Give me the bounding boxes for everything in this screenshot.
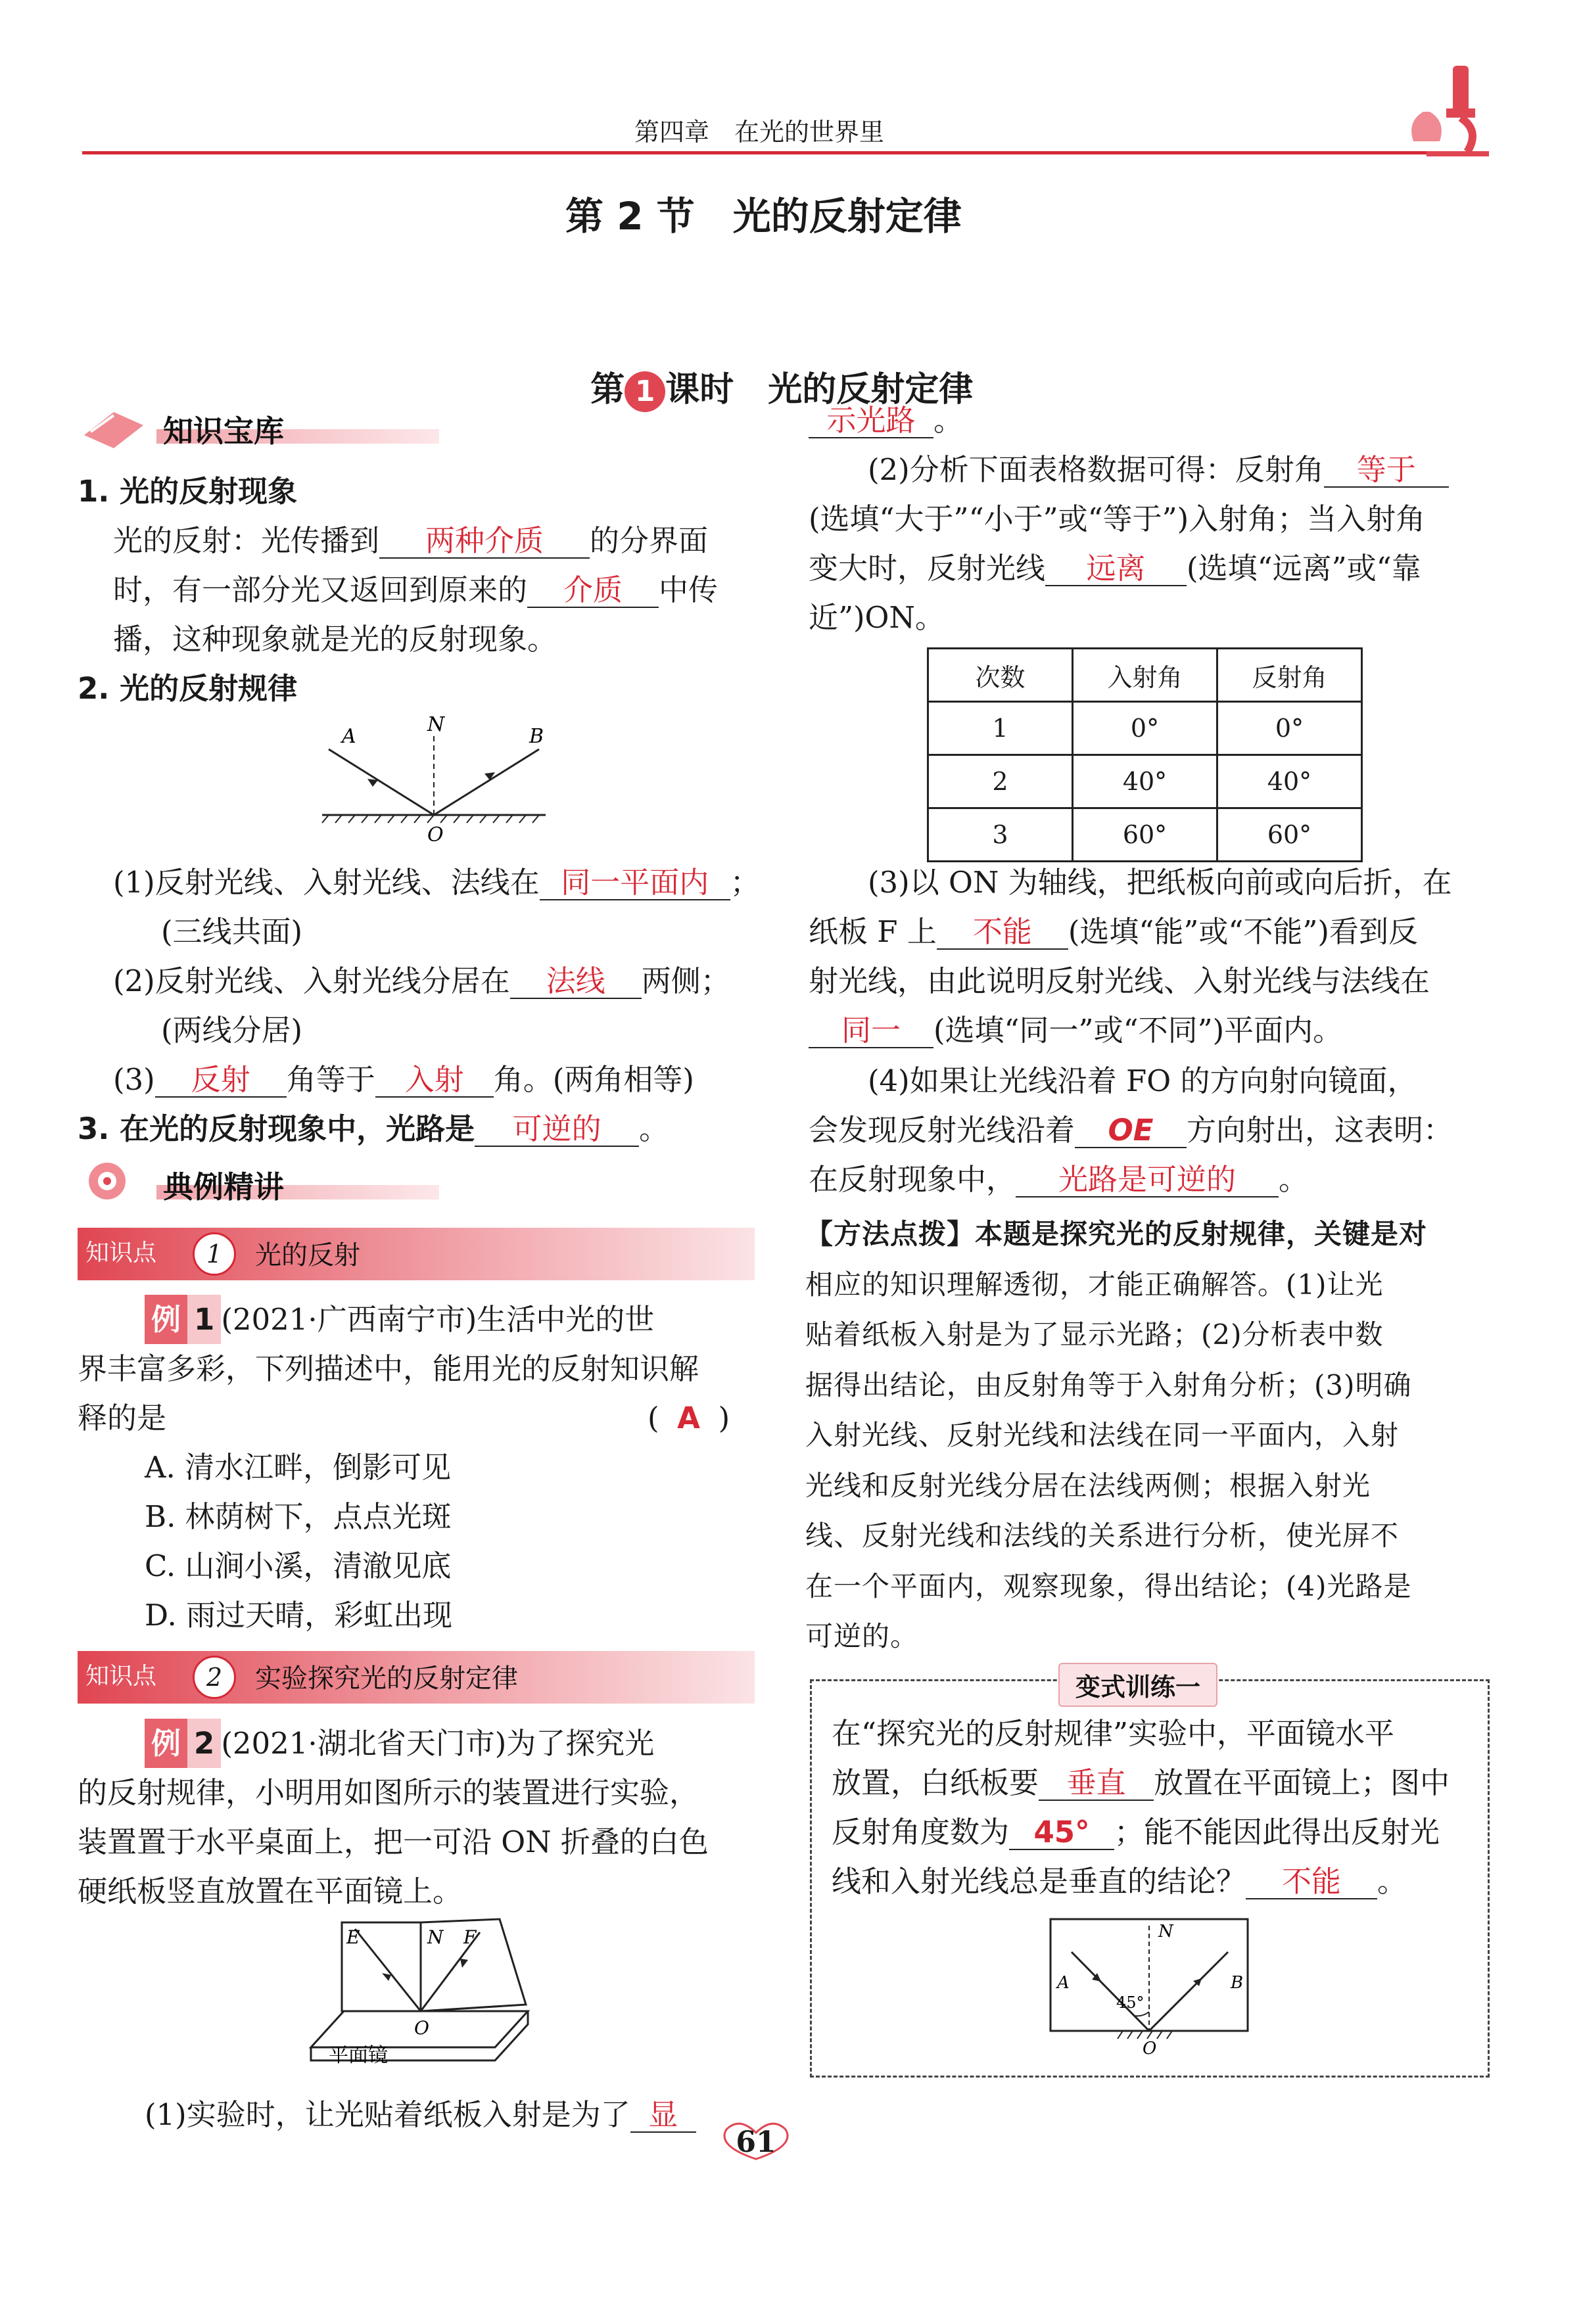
text: 在反射现象中，	[809, 1162, 1016, 1197]
heading-1: 1. 光的反射现象	[78, 474, 298, 509]
knowledge-point-2	[78, 1651, 755, 1704]
text: 纸板 F 上	[809, 914, 937, 949]
question-3-line4	[809, 1006, 1342, 1055]
answer-blank: 两种介质	[379, 524, 590, 559]
method-line: 据得出结论，由反射角等于入射角分析；(3)明确	[805, 1368, 1412, 1401]
bracket: )	[718, 1401, 730, 1435]
text: 。	[933, 403, 964, 438]
table-row	[928, 755, 1362, 808]
label-F: F	[463, 1926, 477, 1948]
variant-line1: 在“探究光的反射规律”实验中，平面镜水平	[832, 1716, 1395, 1751]
answer-blank: 远离	[1045, 552, 1187, 586]
method-line: 在一个平面内，观察现象，得出结论；(4)光路是	[805, 1569, 1412, 1602]
example-2-line3: 装置置于水平桌面上，把一可沿 ON 折叠的白色	[78, 1824, 709, 1859]
table-header: 入射角	[1073, 649, 1217, 702]
text: 会发现反射光线沿着	[809, 1113, 1075, 1148]
question-3-line2	[809, 907, 1418, 956]
method-line: 相应的知识理解透彻，才能正确解答。(1)让光	[805, 1268, 1384, 1301]
label-N: N	[427, 1926, 444, 1948]
kp-title: 光的反射	[255, 1240, 360, 1270]
option-a: A. 清水江畔，倒影可见	[145, 1450, 452, 1485]
text: (2021·广西南宁市)生活中光的世	[221, 1302, 655, 1337]
text: 角等于	[286, 1062, 375, 1097]
example-2-line4: 硬纸板竖直放置在平面镜上。	[78, 1874, 463, 1909]
table-cell: 1	[928, 702, 1073, 755]
table-cell: 0°	[1217, 702, 1362, 755]
example-1-line2: 界丰富多彩，下列描述中，能用光的反射知识解	[78, 1351, 699, 1386]
method-line: 可逆的。	[805, 1620, 919, 1652]
text: 中传	[659, 572, 719, 607]
text: 3. 在光的反射现象中，光路是	[78, 1111, 475, 1146]
table-cell: 0°	[1073, 702, 1217, 755]
label-O: O	[414, 2017, 429, 2039]
table-row	[928, 702, 1362, 755]
text: (3)	[113, 1062, 155, 1097]
text: ；	[730, 865, 760, 900]
answer-blank: 反射	[155, 1063, 287, 1098]
text: 。	[1279, 1162, 1309, 1197]
kp-number: 2	[193, 1656, 236, 1699]
answer-blank: 光路是可逆的	[1016, 1163, 1279, 1197]
rule-1	[113, 858, 760, 907]
text: (1)实验时，让光贴着纸板入射是为了	[145, 2097, 630, 2132]
text: (1)反射光线、入射光线、法线在	[113, 865, 540, 900]
label-B: B	[529, 725, 544, 748]
table-cell: 40°	[1073, 755, 1217, 808]
answer-blank: 介质	[527, 574, 659, 608]
answer-blank: 同一平面内	[540, 866, 730, 900]
text: (2)反射光线、入射光线分居在	[113, 964, 510, 998]
answer-blank: OE	[1075, 1114, 1187, 1148]
knowledge-point-1	[78, 1228, 755, 1280]
method-line: 【方法点拨】本题是探究光的反射规律，关键是对	[805, 1218, 1428, 1250]
section-title: 第 2 节 光的反射定律	[565, 194, 962, 239]
rule-1-note: (三线共面)	[161, 914, 303, 949]
lesson-number: 1	[625, 371, 665, 412]
rule-2-note: (两线分居)	[161, 1013, 303, 1048]
kp-label: 知识点	[85, 1240, 157, 1267]
method-line: 光线和反射光线分居在法线两侧；根据入射光	[805, 1469, 1371, 1502]
text: ；能不能因此得出反射光	[1114, 1815, 1440, 1849]
table-header: 次数	[928, 649, 1073, 702]
method-line: 入射光线、反射光线和法线在同一平面内，入射	[805, 1419, 1400, 1451]
answer-blank: 法线	[510, 965, 642, 999]
label-B: B	[1231, 1973, 1244, 1993]
mirror-label: 平面镜	[329, 2044, 388, 2067]
chapter-header: 第四章 在光的世界里	[634, 118, 885, 147]
text: 放置，白纸板要	[832, 1765, 1039, 1800]
question-1-line2	[809, 396, 963, 445]
table-cell: 3	[928, 808, 1073, 862]
examples-badge-label: 典例精讲	[163, 1169, 284, 1205]
question-3-line3: 射光线，由此说明反射光线、入射光线与法线在	[809, 964, 1430, 998]
text: 反射角度数为	[832, 1815, 1010, 1849]
text: (选填“同一”或“不同”)平面内。	[933, 1013, 1343, 1048]
page-number	[713, 2120, 799, 2166]
text: (2021·湖北省天门市)为了探究光	[221, 1726, 655, 1761]
text: 光的反射：光传播到	[113, 523, 380, 558]
knowledge-p1-line3: 播，这种现象就是光的反射现象。	[113, 622, 557, 657]
kp-label: 知识点	[85, 1663, 157, 1690]
table-row	[928, 808, 1362, 862]
label-A: A	[1057, 1973, 1070, 1993]
question-4-line1: (4)如果让光线沿着 FO 的方向射向镜面，	[868, 1063, 1417, 1098]
text: (选填“能”或“不能”)看到反	[1068, 914, 1418, 949]
page-number-text: 61	[736, 2126, 776, 2159]
example-label: 例	[145, 1295, 187, 1344]
answer-blank: 示光路	[809, 404, 933, 438]
bracket: (	[648, 1401, 659, 1435]
variant-line3	[832, 1807, 1440, 1857]
example-2-line1	[145, 1719, 654, 1768]
variant-line4	[832, 1857, 1407, 1906]
question-1-line1	[145, 2090, 696, 2139]
example-number: 1	[187, 1295, 221, 1344]
option-c: C. 山涧小溪，清澈见底	[145, 1548, 452, 1583]
header-divider	[82, 151, 1489, 154]
answer-blank: 不能	[1246, 1865, 1377, 1899]
text: 。	[1377, 1864, 1407, 1899]
microscope-icon	[1400, 62, 1492, 158]
example-label: 例	[145, 1719, 187, 1768]
reflection-diagram	[316, 716, 552, 848]
heading-3	[78, 1104, 669, 1153]
data-table	[927, 647, 1363, 862]
variant-diagram	[1045, 1916, 1256, 2060]
question-4-line3	[809, 1155, 1308, 1204]
variant-line2	[832, 1758, 1450, 1807]
question-3-line1: (3)以 ON 为轴线，把纸板向前或向后折，在	[868, 865, 1452, 900]
variant-training-title: 变式训练一	[1058, 1663, 1217, 1707]
angle-label: 45°	[1116, 1993, 1144, 2012]
label-N: N	[1158, 1922, 1173, 1941]
option-d: D. 雨过天晴，彩虹出现	[145, 1598, 453, 1633]
text: (选填“远离”或“靠	[1187, 551, 1421, 586]
answer-blank: 显	[630, 2099, 696, 2133]
apparatus-diagram	[306, 1916, 536, 2080]
heading-2: 2. 光的反射规律	[78, 671, 298, 706]
answer-blank: 45°	[1009, 1816, 1114, 1850]
answer-blank: 不能	[937, 916, 1068, 950]
answer-blank: 入射	[375, 1063, 494, 1098]
table-header-row	[928, 649, 1362, 702]
table-header: 反射角	[1217, 649, 1362, 702]
method-line: 贴着纸板入射是为了显示光路；(2)分析表中数	[805, 1318, 1384, 1351]
answer-blank: 垂直	[1039, 1767, 1154, 1801]
example-1-line3: 释的是	[78, 1401, 167, 1435]
example-number: 2	[187, 1719, 221, 1768]
text: 时，有一部分光又返回到原来的	[113, 572, 528, 607]
knowledge-p1-line2	[113, 565, 718, 615]
label-O: O	[427, 824, 444, 847]
text: (2)分析下面表格数据可得：反射角	[868, 452, 1324, 487]
kp-number: 1	[193, 1232, 236, 1276]
text: 变大时，反射光线	[809, 551, 1046, 586]
answer-blank: 同一	[809, 1014, 933, 1048]
rule-2	[113, 956, 730, 1006]
answer-blank: 等于	[1324, 453, 1449, 488]
lesson-title-prefix: 第	[590, 370, 625, 409]
text: 方向射出，这表明：	[1187, 1113, 1453, 1148]
answer-blank: 可逆的	[475, 1113, 639, 1147]
example-1-answer	[648, 1393, 730, 1443]
text: 。	[639, 1111, 669, 1146]
table-cell: 2	[928, 755, 1073, 808]
text: 角。(两角相等)	[493, 1062, 694, 1097]
kp-title: 实验探究光的反射定律	[255, 1663, 518, 1694]
label-A: A	[342, 725, 356, 748]
knowledge-p1-line1	[113, 516, 708, 565]
book-icon	[78, 399, 150, 452]
text: 放置在平面镜上；图中	[1154, 1765, 1450, 1800]
knowledge-badge-label: 知识宝库	[163, 413, 284, 449]
rule-3	[113, 1055, 694, 1104]
method-tips	[805, 1209, 1427, 1662]
method-line: 线、反射光线和法线的关系进行分析，使光屏不	[805, 1520, 1400, 1552]
label-O: O	[1143, 2039, 1157, 2058]
option-b: B. 林荫树下，点点光斑	[145, 1499, 452, 1534]
text: 两侧；	[641, 964, 730, 998]
question-4-line2	[809, 1105, 1453, 1155]
answer: A	[677, 1401, 700, 1435]
question-2-line3	[809, 544, 1421, 593]
table-cell: 40°	[1217, 755, 1362, 808]
text: 的分界面	[590, 523, 709, 558]
question-2-line4: 近”)ON。	[809, 600, 945, 635]
text: 线和入射光线总是垂直的结论？	[832, 1864, 1246, 1899]
question-2-line1	[868, 445, 1449, 494]
label-N: N	[427, 716, 445, 736]
example-1-line1	[145, 1295, 654, 1344]
label-E: E	[346, 1926, 360, 1948]
question-2-line2: (选填“大于”“小于”或“等于”)入射角；当入射角	[809, 501, 1426, 536]
table-cell: 60°	[1217, 808, 1362, 862]
table-cell: 60°	[1073, 808, 1217, 862]
example-2-line2: 的反射规律，小明用如图所示的装置进行实验，	[78, 1775, 699, 1810]
target-icon	[78, 1155, 150, 1207]
lesson-title-suffix: 课时 光的反射定律	[665, 370, 974, 409]
